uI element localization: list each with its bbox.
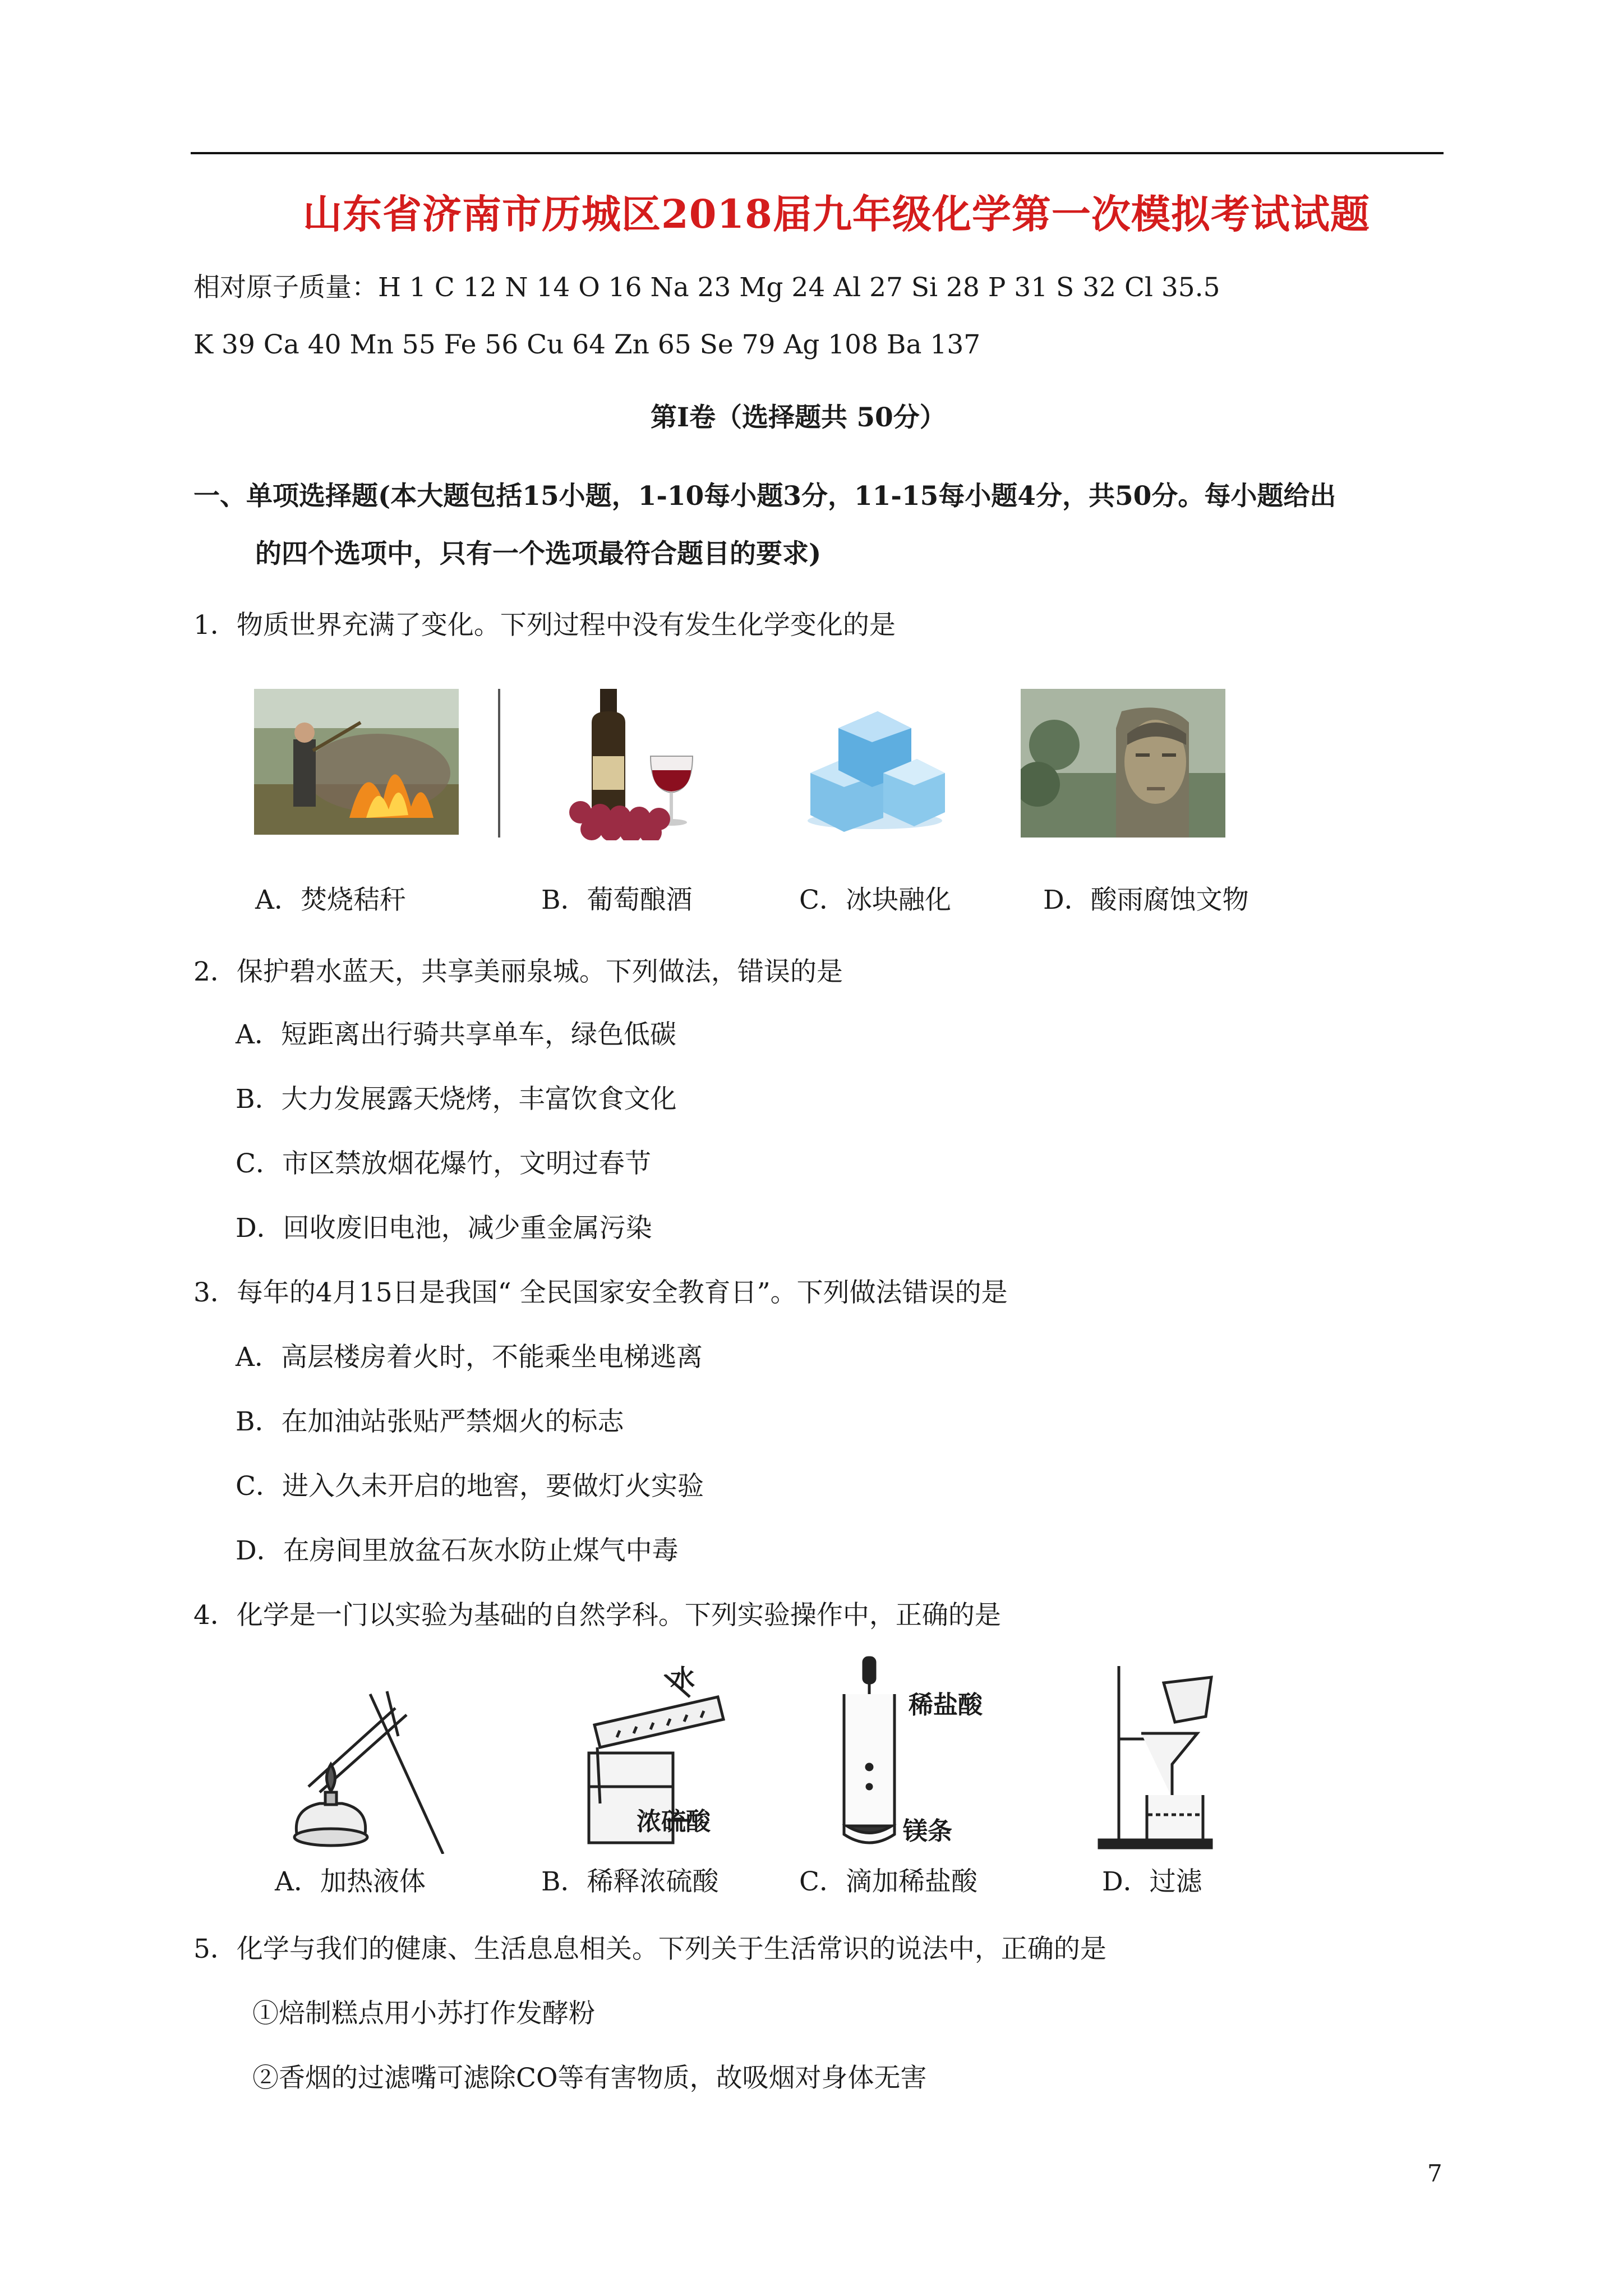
label-water: 水 [670,1664,695,1693]
q4-option-c: C．滴加稀盐酸 [799,1866,978,1897]
q4-option-b: B．稀释浓硫酸 [541,1866,719,1897]
atomic-mass-line-1: 相对原子质量：H 1 C 12 N 14 O 16 Na 23 Mg 24 Al 27 Si 28 P 31 S 32 Cl 35.5 [193,272,1220,303]
q2-option-c: C．市区禁放烟花爆竹，文明过春节 [236,1148,651,1179]
q5-item-2: ②香烟的过滤嘴可滤除CO等有害物质，故吸烟对身体无害 [252,2063,927,2093]
q2-option-b: B．大力发展露天烧烤，丰富饮食文化 [236,1084,677,1115]
page-number: 7 [1427,2160,1442,2187]
volume-heading: 第Ⅰ卷（选择题共 50分） [651,402,946,433]
q3-option-d: D．在房间里放盆石灰水防止煤气中毒 [236,1535,679,1566]
atomic-mass-line-2: K 39 Ca 40 Mn 55 Fe 56 Cu 64 Zn 65 Se 79 Ag 108 Ba 137 [193,329,981,360]
q2-stem: 2．保护碧水蓝天，共享美丽泉城。下列做法，错误的是 [193,956,843,987]
q3-option-c: C．进入久未开启的地窖，要做灯火实验 [236,1471,704,1502]
q4-option-a: A．加热液体 [275,1866,426,1897]
q5-stem: 5．化学与我们的健康、生活息息相关。下列关于生活常识的说法中，正确的是 [193,1934,1106,1964]
label-mg-strip: 镁条 [903,1817,952,1846]
exam-title: 山东省济南市历城区2018届九年级化学第一次模拟考试试题 [303,191,1370,237]
buddha-statue-photo [1021,689,1225,838]
q3-stem: 3．每年的4月15日是我国“ 全民国家安全教育日”。下列做法错误的是 [193,1277,1008,1308]
heating-liquid-diagram [275,1674,454,1854]
section-heading-line-2: 的四个选项中，只有一个选项最符合题目的要求) [255,539,822,569]
ice-cubes-photo [799,689,951,835]
q1-option-c: C．冰块融化 [799,885,951,915]
section-heading-line-1: 一、单项选择题(本大题包括15小题，1-10每小题3分，11-15每小题4分，共50分。每小题给出 [193,481,1336,512]
q1-option-d: D．酸雨腐蚀文物 [1043,885,1249,915]
q5-item-1: ①焙制糕点用小苏打作发酵粉 [252,1998,595,2029]
q2-option-d: D．回收废旧电池，减少重金属污染 [236,1213,652,1244]
q3-option-b: B．在加油站张贴严禁烟火的标志 [236,1406,624,1437]
burning-straw-photo [254,689,459,835]
q4-option-d: D．过滤 [1102,1866,1202,1897]
wine-grapes-photo [558,689,715,840]
q3-option-a: A．高层楼房着火时，不能乘坐电梯逃离 [236,1342,703,1373]
label-dilute-hcl: 稀盐酸 [909,1691,983,1719]
q4-stem: 4．化学是一门以实验为基础的自然学科。下列实验操作中，正确的是 [193,1600,1001,1631]
top-rule [191,152,1444,154]
q2-option-a: A．短距离出行骑共享单车，绿色低碳 [236,1019,676,1050]
q1-option-a: A．焚烧秸秆 [255,885,406,915]
filtration-diagram [1091,1660,1220,1851]
q1-stem: 1．物质世界充满了变化。下列过程中没有发生化学变化的是 [193,610,896,641]
q1-option-b: B．葡萄酿酒 [541,885,693,915]
label-conc-sulfuric-acid: 浓硫酸 [637,1807,711,1836]
image-divider [498,689,500,838]
